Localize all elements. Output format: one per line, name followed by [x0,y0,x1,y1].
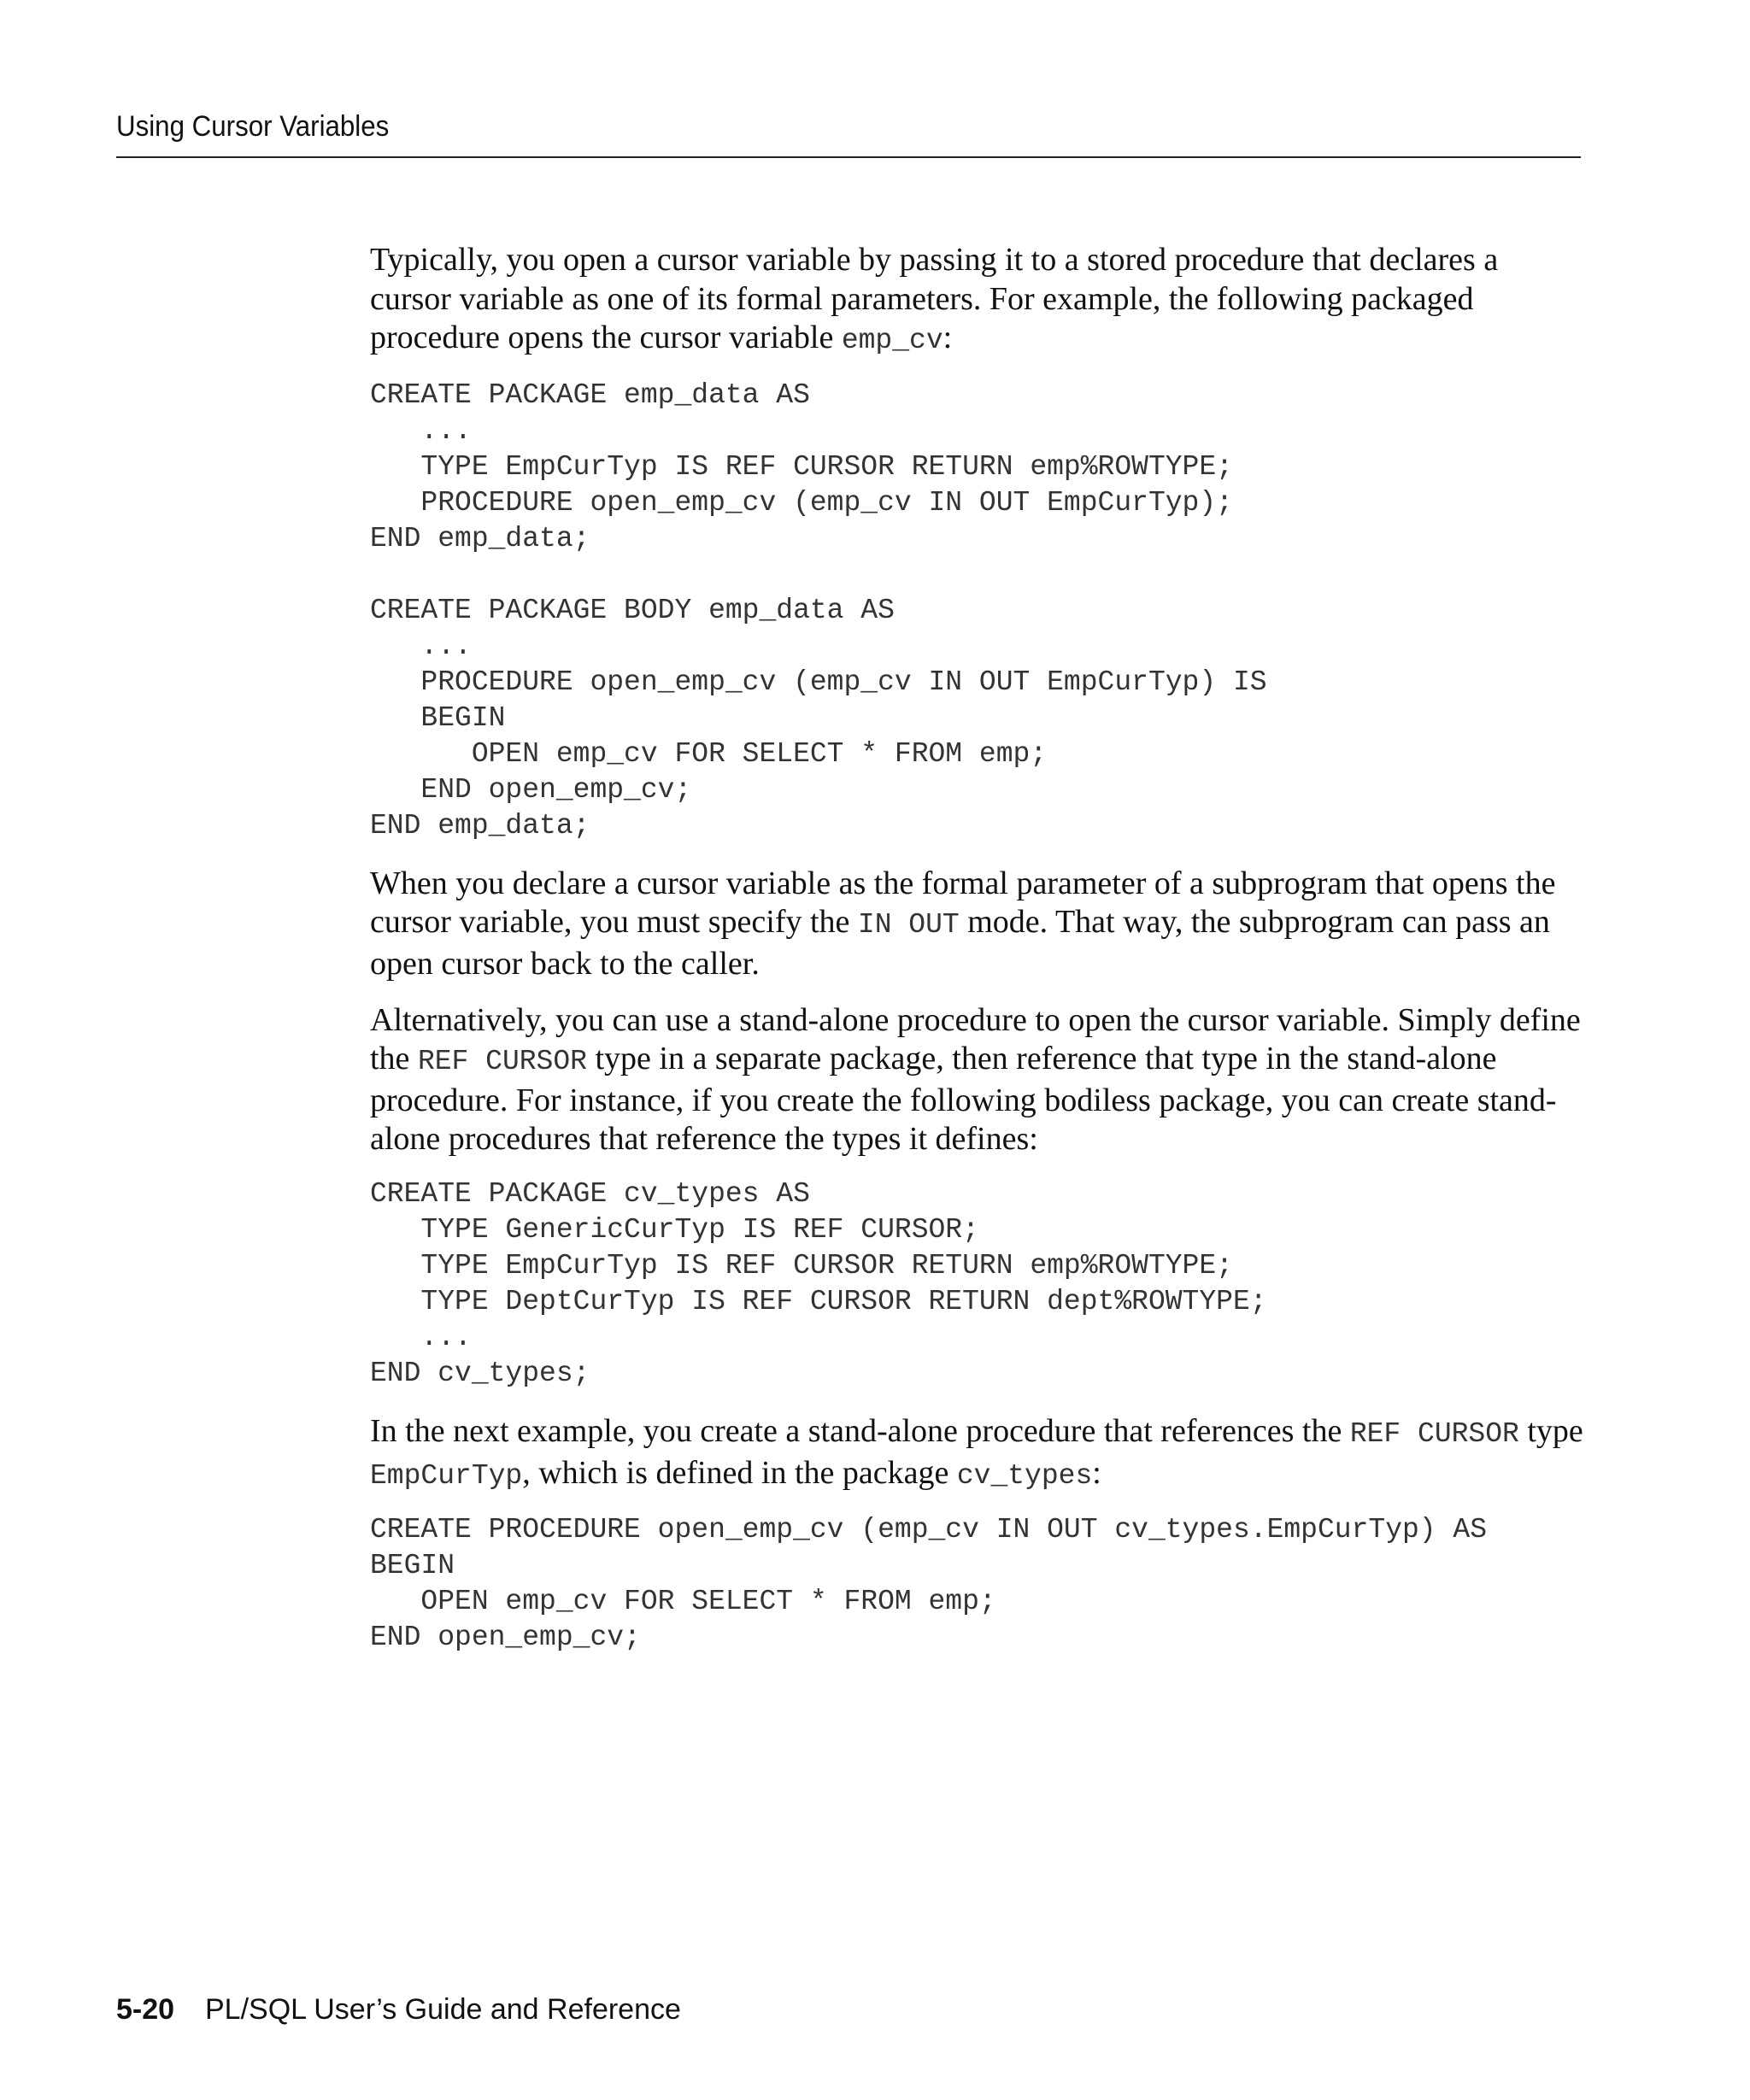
code-line: BEGIN [370,701,506,734]
paragraph-text: : [943,320,953,356]
inline-code: cv_types [956,1459,1093,1492]
code-line: ... [370,414,472,447]
code-block-cv-types [370,1176,1583,1392]
code-line: ... [370,1321,472,1353]
code-line: TYPE GenericCurTyp IS REF CURSOR; [370,1213,979,1246]
code-line: END emp_data; [370,522,590,554]
inline-code: REF CURSOR [417,1046,587,1078]
code-line: CREATE PROCEDURE open_emp_cv (emp_cv IN OUT cv_types.EmpCurTyp) AS [370,1514,1488,1546]
code-line: END open_emp_cv; [370,773,692,806]
paragraph-text: When you declare a cursor variable as the formal parameter of a subprogram that opens the cursor variable, you must specify the [370,865,1556,941]
code-line: CREATE PACKAGE BODY emp_data AS [370,594,895,626]
paragraph-text: mode. That way, the subprogram can pass an open cursor back to the caller. [370,904,1550,982]
page-body [370,241,1583,1656]
paragraph-text: type in a separate package, then reference that type in the stand-alone procedure. For instance, if you create the following bodiless package, you can create stand-alone procedures that reference the types it defines: [370,1041,1557,1158]
code-line [370,557,1583,593]
inline-code: emp_cv [841,325,943,357]
code-line: END cv_types; [370,1357,590,1389]
code-line: CREATE PACKAGE cv_types AS [370,1177,810,1210]
running-header-title: Using Cursor Variables [116,110,390,143]
code-block-open-emp-cv [370,1512,1583,1656]
code-line: TYPE DeptCurTyp IS REF CURSOR RETURN dept%ROWTYPE; [370,1285,1267,1317]
code-line: ... [370,630,472,662]
paragraph-text: : [1092,1454,1101,1491]
header-rule [116,156,1581,158]
paragraph-in-out-mode [370,865,1583,984]
code-line: TYPE EmpCurTyp IS REF CURSOR RETURN emp%ROWTYPE; [370,450,1233,483]
code-line: PROCEDURE open_emp_cv (emp_cv IN OUT EmpCurTyp) IS [370,666,1267,698]
paragraph-standalone-procedure [370,1001,1583,1159]
code-block-emp-data [370,378,1583,844]
inline-code: REF CURSOR [1349,1417,1519,1450]
code-line: END open_emp_cv; [370,1622,641,1654]
code-line: BEGIN [370,1550,455,1582]
code-line: OPEN emp_cv FOR SELECT * FROM emp; [370,737,1048,770]
paragraph-open-cursor-intro [370,241,1583,361]
inline-code: EmpCurTyp [370,1459,523,1492]
code-line: TYPE EmpCurTyp IS REF CURSOR RETURN emp%ROWTYPE; [370,1249,1233,1282]
paragraph-text: Alternatively, you can use a stand-alone procedure to open the cursor variable. Simply define the [370,1001,1581,1077]
code-line: END emp_data; [370,809,590,842]
paragraph-text: In the next example, you create a stand-alone procedure that references the [370,1412,1350,1449]
paragraph-text: , which is defined in the package [522,1454,957,1491]
paragraph-next-example [370,1412,1583,1495]
code-line: CREATE PACKAGE emp_data AS [370,378,810,411]
footer-page-number: 5-20 [116,1993,175,2026]
code-line: PROCEDURE open_emp_cv (emp_cv IN OUT EmpCurTyp); [370,486,1233,519]
paragraph-text: Typically, you open a cursor variable by passing it to a stored procedure that declares a cursor variable as one of its formal parameters. For example, the following packaged procedure opens the cursor variable [370,242,1499,356]
footer-book-title: PL/SQL User’s Guide and Reference [205,1993,681,2026]
code-line: OPEN emp_cv FOR SELECT * FROM emp; [370,1586,996,1618]
paragraph-text: type [1518,1412,1583,1449]
inline-code: IN OUT [857,909,960,941]
